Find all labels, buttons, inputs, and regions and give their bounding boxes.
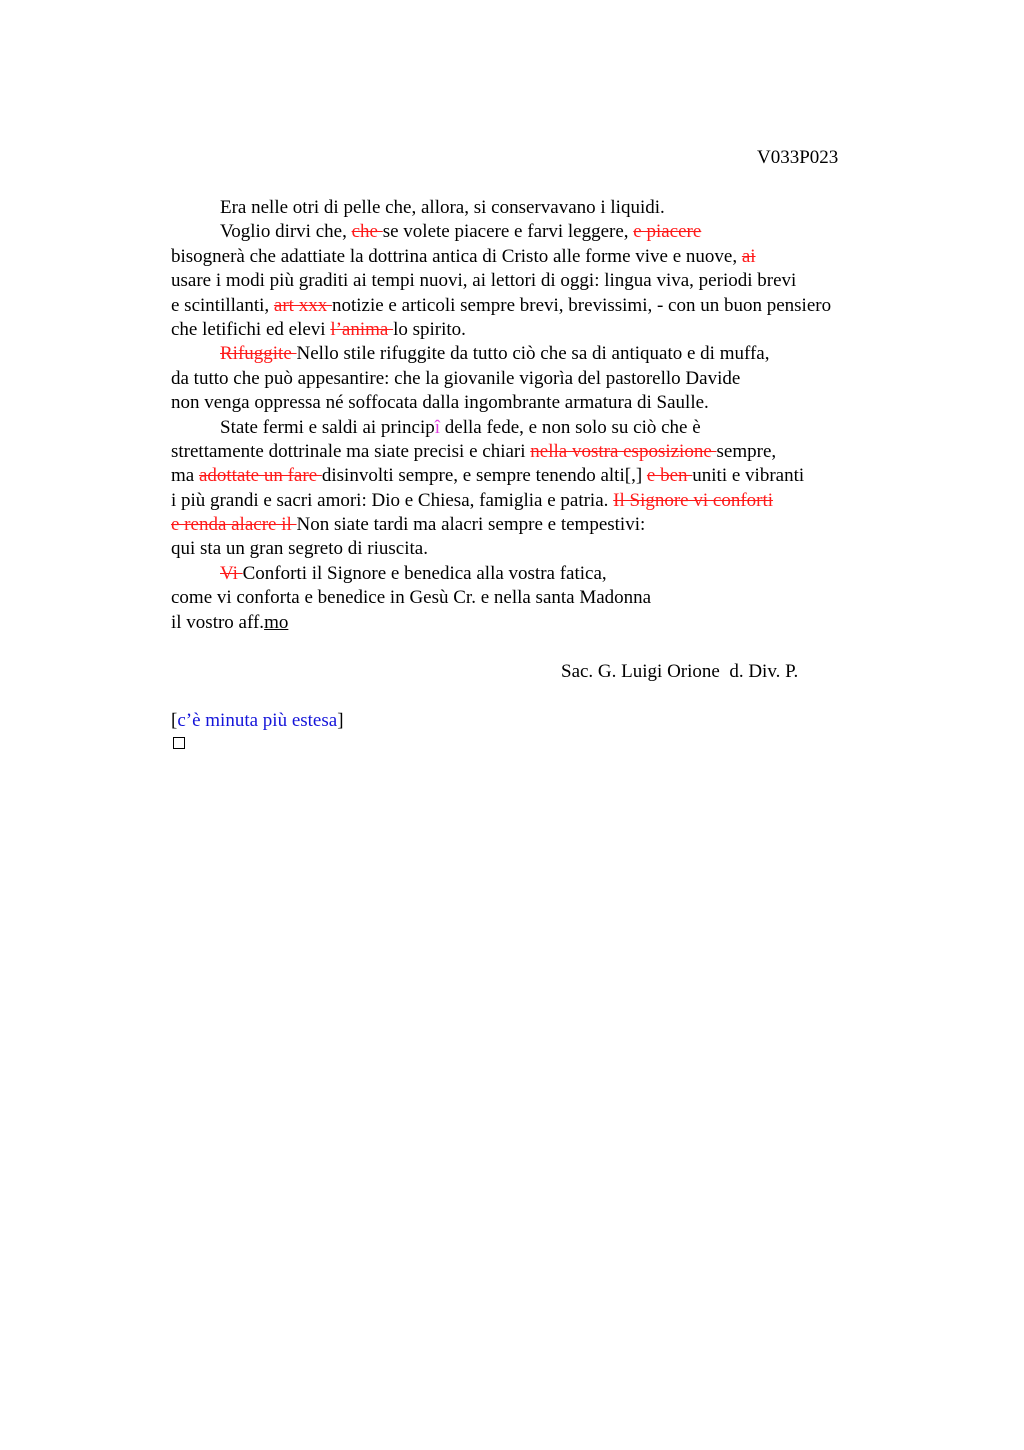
- underlined-text: mo: [264, 611, 289, 633]
- text-segment: se volete piacere e farvi leggere,: [382, 221, 634, 243]
- text-line: [171, 367, 901, 391]
- text-segment: strettamente dottrinale ma siate precisi e chiari: [171, 440, 531, 462]
- note-close-bracket: ]: [337, 710, 344, 731]
- text-segment: ma: [171, 465, 199, 487]
- text-segment: notizie e articoli sempre brevi, brevissimi, - con un buon pensiero: [331, 294, 832, 316]
- note-open-bracket: [: [171, 710, 178, 731]
- deleted-text: Vi: [220, 562, 243, 584]
- text-line: [171, 586, 901, 610]
- text-segment: come vi conforta e benedice in Gesù Cr. e nella santa Madonna: [171, 587, 652, 609]
- text-segment: Nello stile rifuggite da tutto ciò che sa di antiquato e di muffa,: [296, 343, 770, 365]
- text-segment: i più grandi e sacri amori: Dio e Chiesa, famiglia e patria.: [171, 489, 614, 511]
- checkbox-icon: [173, 737, 185, 749]
- inserted-mark: î: [434, 416, 441, 438]
- text-segment: sempre,: [716, 440, 777, 462]
- text-segment: uniti e vibranti: [692, 465, 805, 487]
- text-segment: della fede, e non solo su ciò che è: [440, 416, 701, 438]
- text-line: [171, 562, 901, 586]
- text-line: [171, 489, 901, 513]
- text-segment: non venga oppressa né soffocata dalla ingombrante armatura di Saulle.: [171, 392, 709, 414]
- deleted-text: e renda alacre il: [171, 514, 297, 536]
- text-line: [171, 220, 901, 244]
- text-segment: lo spirito.: [393, 318, 466, 340]
- text-line: [171, 245, 901, 269]
- text-segment: usare i modi più graditi ai tempi nuovi, ai lettori di oggi: lingua viva, periodi brevi: [171, 270, 797, 292]
- text-line: [171, 611, 901, 635]
- text-segment: State fermi e saldi ai princip: [220, 416, 435, 438]
- text-line: [171, 391, 901, 415]
- deleted-text: art xxx: [273, 294, 332, 316]
- text-segment: che letifichi ed elevi: [171, 318, 331, 340]
- text-segment: Era nelle otri di pelle che, allora, si conservavano i liquidi.: [220, 197, 665, 218]
- text-segment: bisognerà che adattiate la dottrina antica di Cristo alle forme vive e nuove,: [171, 245, 742, 267]
- deleted-text: nella vostra esposizione: [530, 440, 717, 462]
- text-line: [171, 464, 901, 488]
- note-text: c’è minuta più estesa: [177, 710, 338, 731]
- editorial-note: [171, 709, 344, 733]
- letter-body: [171, 196, 901, 635]
- text-segment: da tutto che può appesantire: che la giovanile vigorìa del pastorello Davide: [171, 367, 741, 389]
- text-segment: e scintillanti,: [171, 294, 274, 316]
- text-line: [171, 537, 901, 561]
- deleted-text: e ben: [646, 465, 693, 487]
- deleted-text: l’anima: [330, 318, 394, 340]
- text-line: [171, 513, 901, 537]
- text-segment: disinvolti sempre, e sempre tenendo alti[,]: [321, 465, 647, 487]
- text-line: [171, 416, 901, 440]
- deleted-text: e piacere: [633, 221, 702, 243]
- deleted-text: Il Signore vi conforti: [613, 489, 774, 511]
- page-identifier: V033P023: [757, 147, 839, 168]
- text-line: [171, 440, 901, 464]
- text-line: [171, 342, 901, 366]
- text-segment: il vostro aff.: [171, 611, 265, 633]
- text-segment: Non siate tardi ma alacri sempre e tempestivi:: [296, 514, 646, 536]
- text-line: [171, 269, 901, 293]
- text-segment: Conforti il Signore e benedica alla vostra fatica,: [242, 562, 607, 584]
- text-line: [171, 294, 901, 318]
- deleted-text: Rifuggite: [220, 343, 297, 365]
- signature: Sac. G. Luigi Orione d. Div. P.: [561, 661, 799, 682]
- deleted-text: adottate un fare: [198, 465, 322, 487]
- text-segment: qui sta un gran segreto di riuscita.: [171, 538, 428, 560]
- text-line: [171, 318, 901, 342]
- text-line: [171, 196, 901, 220]
- text-segment: Voglio dirvi che,: [220, 221, 352, 243]
- deleted-text: ai: [741, 245, 756, 267]
- deleted-text: che: [351, 221, 383, 243]
